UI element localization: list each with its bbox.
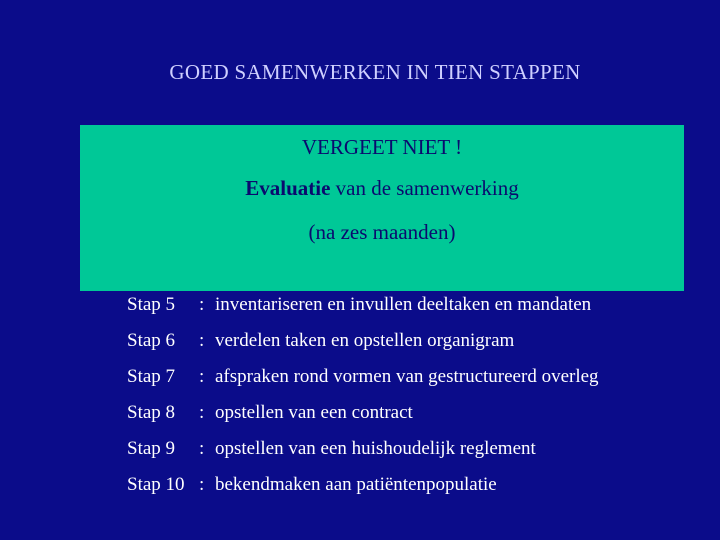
step-description: afspraken rond vormen van gestructureerd overleg [215, 366, 599, 387]
step-description: bekendmaken aan patiëntenpopulatie [215, 474, 497, 495]
step-colon: : [199, 474, 205, 495]
step-label: Stap 5 [127, 294, 176, 315]
slide-title: GOED SAMENWERKEN IN TIEN STAPPEN [169, 60, 581, 84]
callout-evaluation-line [80, 176, 684, 201]
callout-evaluation-rest: van de samenwerking [330, 176, 519, 200]
step-row-5 [127, 290, 687, 326]
callout-evaluation-bold: Evaluatie [245, 176, 331, 200]
step-description: opstellen van een contract [215, 402, 413, 423]
step-colon: : [199, 366, 205, 387]
step-row-6 [127, 326, 687, 362]
step-description: inventariseren en invullen deeltaken en mandaten [215, 294, 592, 315]
step-colon: : [199, 294, 205, 315]
step-label: Stap 9 [127, 438, 176, 459]
step-row-10 [127, 470, 687, 506]
step-colon: : [199, 402, 205, 423]
step-row-7 [127, 362, 687, 398]
step-description: verdelen taken en opstellen organigram [215, 330, 515, 351]
step-label: Stap 8 [127, 402, 176, 423]
step-description: opstellen van een huishoudelijk reglement [215, 438, 536, 459]
steps-list [127, 290, 687, 506]
step-label: Stap 10 [127, 474, 185, 495]
step-label: Stap 7 [127, 366, 176, 387]
step-colon: : [199, 330, 205, 351]
reminder-callout-box [80, 125, 684, 291]
step-label: Stap 6 [127, 330, 176, 351]
step-row-8 [127, 398, 687, 434]
callout-timing-note: (na zes maanden) [308, 220, 456, 244]
step-colon: : [199, 438, 205, 459]
step-row-9 [127, 434, 687, 470]
callout-heading: VERGEET NIET ! [301, 135, 463, 159]
